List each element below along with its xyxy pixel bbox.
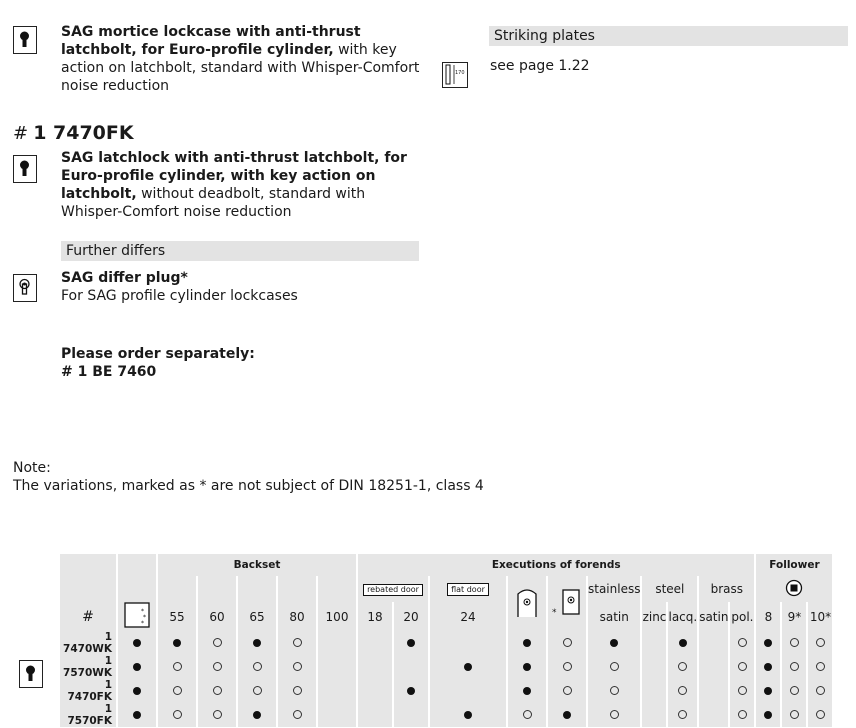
table-cell xyxy=(278,631,316,655)
col-follower-8: 8 xyxy=(756,602,780,631)
col-stainless-satin: satin xyxy=(588,602,640,631)
table-cell xyxy=(756,703,780,727)
standard-mark xyxy=(253,711,261,719)
table-cell xyxy=(668,703,697,727)
table-cell xyxy=(318,703,356,727)
table-cell xyxy=(118,655,156,679)
differ-plug-title: SAG differ plug* xyxy=(61,270,188,286)
latchlock-description xyxy=(61,149,411,221)
table-cell xyxy=(430,655,506,679)
table-cell xyxy=(756,631,780,655)
standard-mark xyxy=(133,687,141,695)
table-cell xyxy=(394,703,428,727)
table-cell xyxy=(198,703,236,727)
table-cell xyxy=(394,679,428,703)
optional-mark xyxy=(738,638,747,647)
table-cell xyxy=(238,679,276,703)
table-cell xyxy=(782,631,806,655)
differ-plug-block xyxy=(61,269,298,305)
order-code: # 1 BE 7460 xyxy=(61,364,157,380)
table-cell xyxy=(278,655,316,679)
table-cell xyxy=(430,703,506,727)
standard-mark xyxy=(764,711,772,719)
table-cell xyxy=(808,655,832,679)
flat-door-label: flat door xyxy=(447,583,489,596)
product-code-heading xyxy=(13,122,134,144)
hash-header-top xyxy=(60,554,116,602)
row-code: 1 7570WK xyxy=(60,655,116,679)
optional-mark xyxy=(816,662,825,671)
col-steel-zinc: zinc xyxy=(642,602,666,631)
table-cell xyxy=(118,631,156,655)
table-cell xyxy=(588,655,640,679)
col-follower-9: 9* xyxy=(782,602,806,631)
table-cell xyxy=(668,679,697,703)
optional-mark xyxy=(293,710,302,719)
optional-mark xyxy=(213,686,222,695)
spec-table xyxy=(13,554,834,727)
flat-door-header xyxy=(430,576,506,602)
deadbolt-icon xyxy=(118,602,156,631)
table-cell xyxy=(198,679,236,703)
table-cell xyxy=(358,679,392,703)
code-hash: # xyxy=(13,123,29,144)
row-code: 1 7470WK xyxy=(60,631,116,655)
optional-mark xyxy=(816,710,825,719)
table-row xyxy=(15,679,832,703)
table-cell xyxy=(548,631,586,655)
optional-mark xyxy=(610,686,619,695)
optional-mark xyxy=(213,710,222,719)
profile-cylinder-icon xyxy=(13,155,37,183)
table-cell xyxy=(808,631,832,655)
rebated-door-label: rebated door xyxy=(363,584,423,596)
optional-mark xyxy=(678,662,687,671)
optional-mark xyxy=(523,710,532,719)
profile-cylinder-icon xyxy=(19,660,43,688)
stainless-header: stainless xyxy=(588,576,640,602)
table-cell xyxy=(318,679,356,703)
table-cell xyxy=(318,655,356,679)
col-60: 60 xyxy=(198,602,236,631)
table-cell xyxy=(699,703,728,727)
table-cell xyxy=(198,655,236,679)
table-cell xyxy=(730,679,754,703)
backset-col xyxy=(318,576,356,602)
table-body xyxy=(15,631,832,727)
table-cell xyxy=(430,631,506,655)
optional-mark xyxy=(253,686,262,695)
note-block xyxy=(13,459,484,495)
optional-mark xyxy=(173,662,182,671)
col-20: 20 xyxy=(394,602,428,631)
table-cell xyxy=(782,679,806,703)
table-cell xyxy=(430,679,506,703)
latchlock-details: without deadbolt, standard with Whisper-Comfort noise reduction xyxy=(61,186,366,220)
square-forend-icon xyxy=(548,576,586,631)
striking-plates-label: Striking plates xyxy=(494,28,595,44)
col-65: 65 xyxy=(238,602,276,631)
striking-plate-icon-label: 170 xyxy=(455,70,465,76)
table-cell xyxy=(730,703,754,727)
standard-mark xyxy=(563,711,571,719)
optional-mark xyxy=(790,686,799,695)
further-differs-label: Further differs xyxy=(66,243,166,259)
lockcase-title: SAG mortice lockcase with anti-thrust latchbolt, for Euro-profile cylinder, xyxy=(61,24,361,58)
table-cell xyxy=(668,655,697,679)
differ-plug-description: For SAG profile cylinder lockcases xyxy=(61,288,298,304)
col-brass-satin: satin xyxy=(699,602,728,631)
row-spacer xyxy=(15,703,58,727)
table-cell xyxy=(238,631,276,655)
table-cell xyxy=(278,679,316,703)
optional-mark xyxy=(213,662,222,671)
table-cell xyxy=(782,703,806,727)
follower-header: Follower xyxy=(756,554,832,576)
table-cell xyxy=(198,631,236,655)
optional-mark xyxy=(173,710,182,719)
standard-mark xyxy=(679,639,687,647)
standard-mark xyxy=(764,687,772,695)
hash-header: # xyxy=(60,602,116,631)
steel-header: steel xyxy=(642,576,697,602)
standard-mark xyxy=(407,639,415,647)
table-cell xyxy=(782,655,806,679)
table-cell xyxy=(699,679,728,703)
optional-mark xyxy=(173,686,182,695)
col-brass-pol: pol. xyxy=(730,602,754,631)
optional-mark xyxy=(738,662,747,671)
table-cell xyxy=(318,631,356,655)
table-cell xyxy=(699,631,728,655)
differ-plug-icon xyxy=(13,274,37,302)
standard-mark xyxy=(523,663,531,671)
striking-plates-reference[interactable]: see page 1.22 xyxy=(490,58,590,74)
table-cell xyxy=(158,679,196,703)
optional-mark xyxy=(678,686,687,695)
table-row xyxy=(15,703,832,727)
table-cell xyxy=(548,703,586,727)
table-cell xyxy=(730,655,754,679)
col-steel-lacq: lacq. xyxy=(668,602,697,631)
backset-col xyxy=(158,576,196,602)
standard-mark xyxy=(173,639,181,647)
profile-cylinder-icon xyxy=(13,26,37,54)
optional-mark xyxy=(213,638,222,647)
svg-text:*: * xyxy=(141,608,144,615)
table-cell xyxy=(642,679,666,703)
table-cell xyxy=(394,655,428,679)
note-text: The variations, marked as * are not subject of DIN 18251-1, class 4 xyxy=(13,478,484,494)
table-cell xyxy=(394,631,428,655)
table-cell xyxy=(699,655,728,679)
forends-header: Executions of forends xyxy=(358,554,754,576)
table-cell xyxy=(358,631,392,655)
standard-mark xyxy=(133,663,141,671)
col-80: 80 xyxy=(278,602,316,631)
latchlock-title: SAG latchlock with anti-thrust latchbolt, for Euro-profile cylinder, with key action on latchbolt, xyxy=(61,150,407,202)
deadbolt-header-top xyxy=(118,554,156,602)
table-cell xyxy=(508,679,546,703)
note-label: Note: xyxy=(13,460,51,476)
round-forend-icon xyxy=(508,576,546,631)
table-cell xyxy=(808,679,832,703)
optional-mark xyxy=(790,710,799,719)
table-cell xyxy=(808,703,832,727)
optional-mark xyxy=(790,638,799,647)
table-cell xyxy=(642,703,666,727)
standard-mark xyxy=(133,639,141,647)
optional-mark xyxy=(293,686,302,695)
optional-mark xyxy=(678,710,687,719)
table-cell xyxy=(508,703,546,727)
col-follower-10: 10* xyxy=(808,602,832,631)
row-spacer xyxy=(15,631,58,655)
follower-icon xyxy=(756,576,832,602)
table-cell xyxy=(508,655,546,679)
standard-mark xyxy=(764,639,772,647)
table-row xyxy=(15,655,832,679)
optional-mark xyxy=(563,662,572,671)
striking-plates-bar xyxy=(489,26,848,46)
code-number: 1 7470FK xyxy=(33,122,134,144)
table-cell xyxy=(118,703,156,727)
standard-mark xyxy=(407,687,415,695)
backset-col xyxy=(198,576,236,602)
order-title: Please order separately: xyxy=(61,346,255,362)
backset-col xyxy=(278,576,316,602)
striking-plate-icon xyxy=(442,62,468,88)
backset-col xyxy=(238,576,276,602)
standard-mark xyxy=(253,639,261,647)
table-cell xyxy=(642,655,666,679)
table-cell xyxy=(508,631,546,655)
brass-header: brass xyxy=(699,576,754,602)
rebated-door-header xyxy=(358,576,428,602)
optional-mark xyxy=(253,662,262,671)
order-separately-block xyxy=(61,345,255,381)
optional-mark xyxy=(293,638,302,647)
svg-text:*: * xyxy=(141,620,144,627)
col-24: 24 xyxy=(430,602,506,631)
table-cell xyxy=(668,631,697,655)
col-100: 100 xyxy=(318,602,356,631)
row-code: 1 7570FK xyxy=(60,703,116,727)
table-row xyxy=(15,631,832,655)
table-cell xyxy=(358,655,392,679)
optional-mark xyxy=(563,638,572,647)
table-cell xyxy=(158,703,196,727)
table-cell xyxy=(588,703,640,727)
optional-mark xyxy=(610,662,619,671)
svg-text:*: * xyxy=(143,614,146,621)
table-cell xyxy=(588,631,640,655)
lockcase-description xyxy=(61,23,421,95)
standard-mark xyxy=(464,663,472,671)
table-cell xyxy=(756,679,780,703)
table-cell xyxy=(642,631,666,655)
standard-mark xyxy=(133,711,141,719)
square-forend-star: * xyxy=(552,608,557,618)
col-18: 18 xyxy=(358,602,392,631)
table-cell xyxy=(238,703,276,727)
backset-header: Backset xyxy=(158,554,356,576)
table-cell xyxy=(730,631,754,655)
standard-mark xyxy=(610,639,618,647)
standard-mark xyxy=(464,711,472,719)
optional-mark xyxy=(738,686,747,695)
table-cell xyxy=(358,703,392,727)
table-cell xyxy=(278,703,316,727)
col-55: 55 xyxy=(158,602,196,631)
optional-mark xyxy=(738,710,747,719)
standard-mark xyxy=(523,639,531,647)
further-differs-bar xyxy=(61,241,419,261)
table-cell xyxy=(756,655,780,679)
optional-mark xyxy=(610,710,619,719)
table-cell xyxy=(158,631,196,655)
table-cell xyxy=(588,679,640,703)
optional-mark xyxy=(816,638,825,647)
optional-mark xyxy=(563,686,572,695)
table-cell xyxy=(548,655,586,679)
lockcase-details: with key action on latchbolt, standard with Whisper-Comfort noise reduction xyxy=(61,42,420,94)
standard-mark xyxy=(523,687,531,695)
optional-mark xyxy=(790,662,799,671)
optional-mark xyxy=(816,686,825,695)
standard-mark xyxy=(764,663,772,671)
table-cell xyxy=(158,655,196,679)
row-code: 1 7470FK xyxy=(60,679,116,703)
table-corner xyxy=(15,554,58,631)
table-cell xyxy=(118,679,156,703)
table-cell xyxy=(548,679,586,703)
table-cell xyxy=(238,655,276,679)
optional-mark xyxy=(293,662,302,671)
